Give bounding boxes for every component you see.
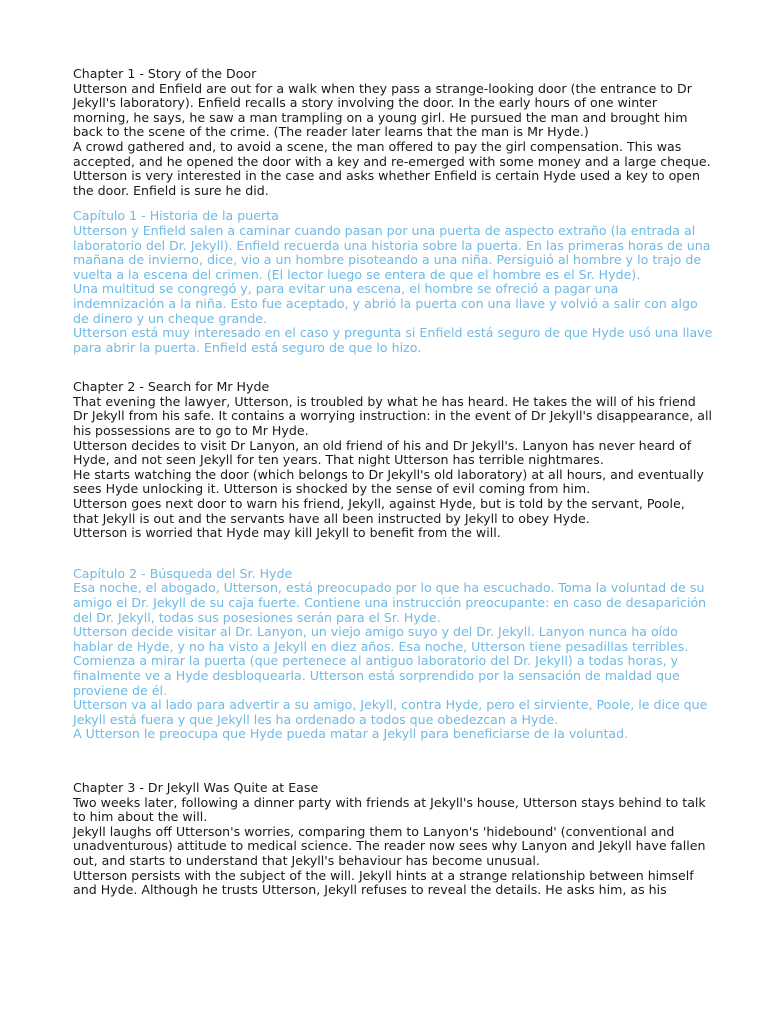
paragraph: He starts watching the door (which belongs to Dr Jekyll's old laboratory) at all hours, and eventually sees Hyde unlocking it. Utterson is shocked by the sense of evil coming from him. xyxy=(73,466,704,497)
section-heading: Chapter 1 - Story of the Door xyxy=(73,66,257,81)
section-heading: Chapter 3 - Dr Jekyll Was Quite at Ease xyxy=(73,779,319,795)
chapter-3-section xyxy=(73,781,713,898)
section-heading: Chapter 2 - Search for Mr Hyde xyxy=(73,379,270,395)
paragraph: Utterson está muy interesado en el caso y pregunta si Enfield está seguro de que Hyde usó una llave para abrir la puerta. Enfield está seguro de que lo hizo. xyxy=(73,325,713,355)
capitulo-1-section xyxy=(73,209,713,355)
paragraph: Utterson goes next door to warn his friend, Jekyll, against Hyde, but is told by the servant, Poole, that Jekyll is out and the servants have all been instructed by Jekyll to obey Hyde. xyxy=(73,496,685,526)
paragraph: Utterson va al lado para advertir a su amigo, Jekyll, contra Hyde, pero el sirviente, Poole, le dice que Jekyll está fuera y que Jekyll les ha ordenado a todos que obedezcan a Hyde. xyxy=(73,697,708,727)
paragraph: That evening the lawyer, Utterson, is troubled by what he has heard. He takes the will of his friend Dr Jekyll from his safe. It contains a worrying instruction: in the event of Dr Jekyll's disappearance, all his possessions are to go to Mr Hyde. xyxy=(73,393,712,439)
capitulo-2-section xyxy=(73,567,713,742)
paragraph: Utterson and Enfield are out for a walk when they pass a strange-looking door (the entrance to Dr Jekyll's laboratory). Enfield recalls a story involving the door. In the early hours of one winter morning, he says, he saw a man trampling on a young girl. He pursued the man and brought him back to the scene of the crime. (The reader later learns that the man is Mr Hyde.) xyxy=(73,80,692,140)
paragraph: A crowd gathered and, to avoid a scene, the man offered to pay the girl compensation. This was accepted, and he opened the door with a key and re-emerged with some money and a large cheque. xyxy=(73,138,711,169)
chapter-2-section xyxy=(73,380,713,541)
paragraph: Utterson y Enfield salen a caminar cuando pasan por una puerta de aspecto extraño (la entrada al laboratorio del Dr. Jekyll). Enfield recuerda una historia sobre la puerta. En las primeras horas de una mañana de invierno, dice, vio a un hombre pisoteando a una niña. Persiguió al hombre y lo trajo de vuelta a la escena del crimen. (El lector luego se entera de que el hombre es el Sr. Hyde). xyxy=(73,222,711,282)
paragraph: Esa noche, el abogado, Utterson, está preocupado por lo que ha escuchado. Toma la voluntad de su amigo el Dr. Jekyll de su caja fuerte. Contiene una instrucción preocupante: en caso de desaparición del Dr. Jekyll, todas sus posesiones serán para el Sr. Hyde. xyxy=(73,580,707,625)
paragraph: Utterson is very interested in the case and asks whether Enfield is certain Hyde used a key to open the door. Enfield is sure he did. xyxy=(73,168,701,198)
document-page xyxy=(73,67,713,898)
paragraph: A Utterson le preocupa que Hyde pueda matar a Jekyll para beneficiarse de la voluntad. xyxy=(73,726,629,742)
paragraph: Una multitud se congregó y, para evitar una escena, el hombre se ofreció a pagar una indemnización a la niña. Esto fue aceptado, y abrió la puerta con una llave y volvió a salir con algo de dinero y un cheque grande. xyxy=(73,281,698,326)
paragraph: Jekyll laughs off Utterson's worries, comparing them to Lanyon's 'hidebound' (conventional and unadventurous) attitude to medical science. The reader now sees why Lanyon and Jekyll have fallen out, and starts to understand that Jekyll's behaviour has become unusual. xyxy=(73,823,706,868)
paragraph: Two weeks later, following a dinner party with friends at Jekyll's house, Utterson stays behind to talk to him about the will. xyxy=(73,794,706,825)
paragraph: Utterson is worried that Hyde may kill Jekyll to benefit from the will. xyxy=(73,525,501,541)
paragraph: Utterson decides to visit Dr Lanyon, an old friend of his and Dr Jekyll's. Lanyon has never heard of Hyde, and not seen Jekyll for ten years. That night Utterson has terrible nightmares. xyxy=(73,437,692,468)
paragraph: Utterson persists with the subject of the will. Jekyll hints at a strange relationship between himself and Hyde. Although he trusts Utterson, Jekyll refuses to reveal the details. He asks him, as his xyxy=(73,867,694,898)
chapter-1-section xyxy=(73,67,713,198)
paragraph: Comienza a mirar la puerta (que pertenece al antiguo laboratorio del Dr. Jekyll) a todas horas, y finalmente ve a Hyde desbloquearla. Utterson está sorprendido por la sensación de maldad que proviene de él. xyxy=(73,653,680,698)
section-heading: Capítulo 1 - Historia de la puerta xyxy=(73,208,279,224)
paragraph: Utterson decide visitar al Dr. Lanyon, un viejo amigo suyo y del Dr. Jekyll. Lanyon nunca ha oído hablar de Hyde, y no ha visto a Jekyll en diez años. Esa noche, Utterson tiene pesadillas terribles. xyxy=(73,624,689,654)
section-heading: Capítulo 2 - Búsqueda del Sr. Hyde xyxy=(73,565,293,581)
